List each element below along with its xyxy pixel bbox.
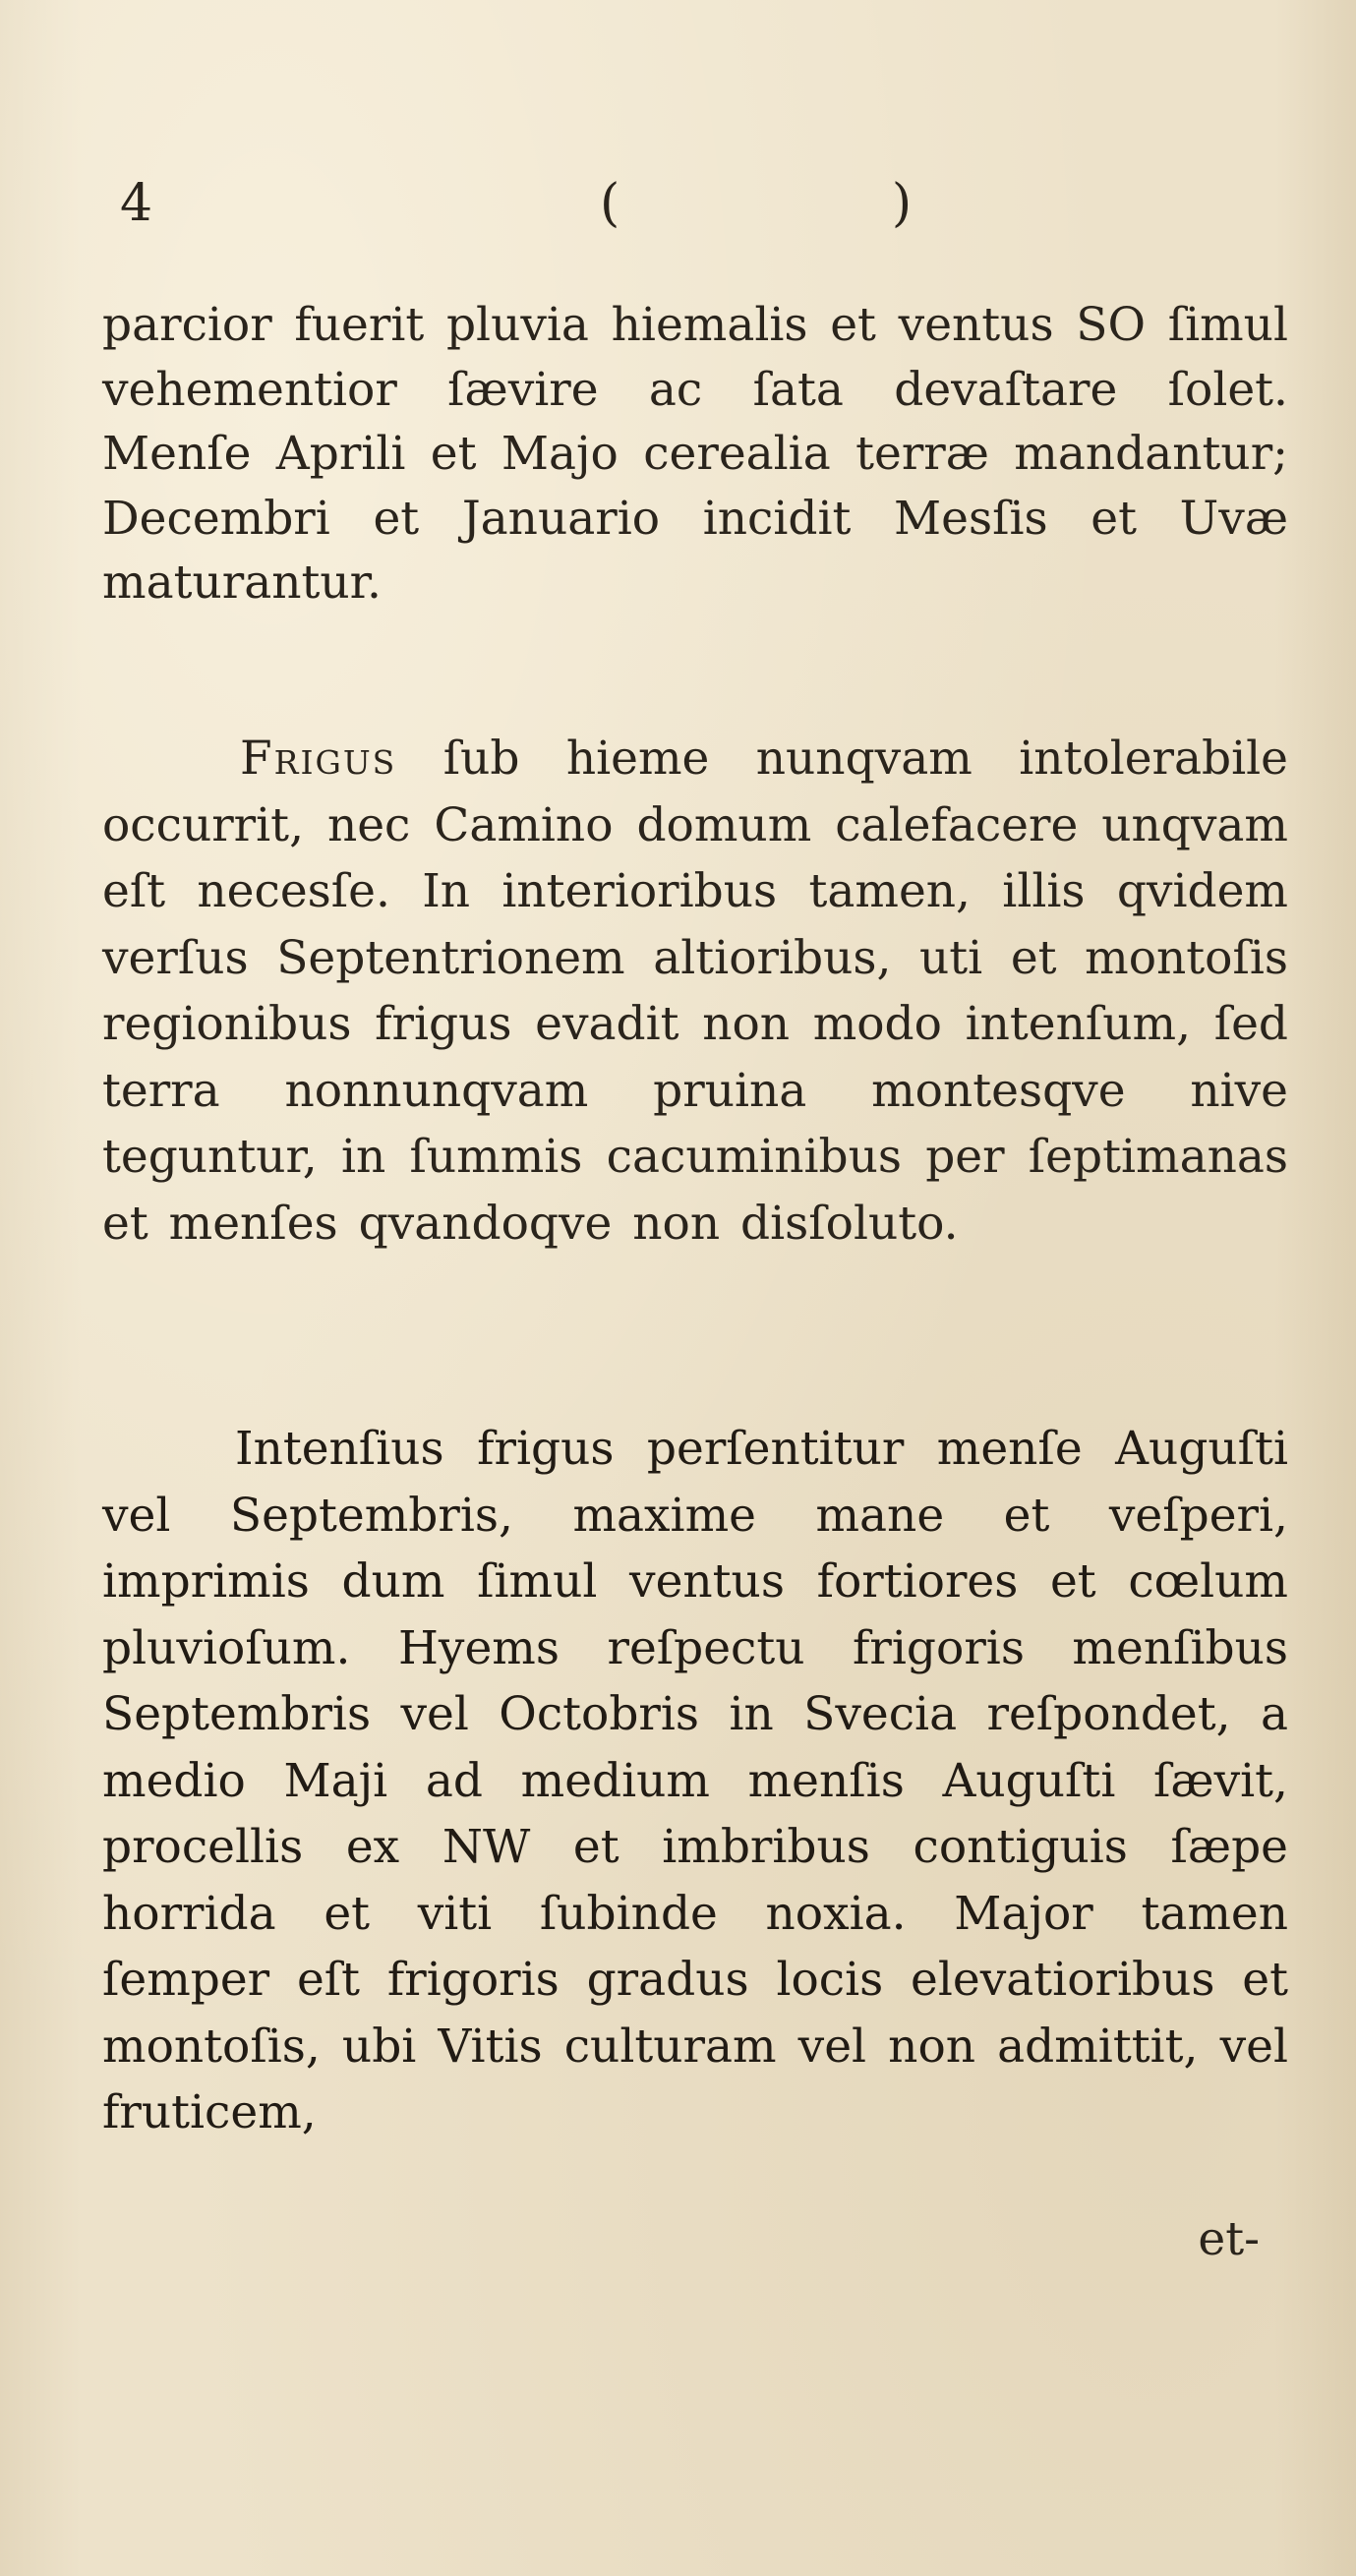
paragraph-2-lead-word: Frigus [240, 732, 397, 786]
page-number: 4 [120, 174, 153, 233]
paragraph-3: Intenſius frigus perſentitur menſe Auguſti vel Septembris, maxime mane et veſperi, imprimis dum ſimul ventus fortiores et cœlum pluvioſum. Hyems reſpectu frigoris menſibus Septembris vel Octobris in Svecia reſpondet, a medio Maji ad medium menſis Auguſti ſævit, procellis ex NW et imbribus contiguis ſæpe horrida et viti ſubinde noxia. Major tamen ſemper eſt frigoris gradus locis elevatioribus et montoſis, ubi Vitis culturam vel non admittit, vel fruticem, [102, 1422, 1288, 2139]
page-header [120, 169, 1280, 238]
catchword: et- [1198, 2212, 1260, 2266]
paragraph-1: parcior fuerit pluvia hiemalis et ventus SO ſimul vehementior ſævire ac ſata devaſtare ſolet. Menſe Aprili et Majo cerealia terræ mandantur; Decembri et Januario incidit Mesſis et Uvæ maturantur. [102, 298, 1288, 610]
paragraph-2-text: ſub hieme nunqvam intolerabile occurrit, nec Camino domum calefacere unqvam eſt necesſe. In interioribus tamen, illis qvidem verſus Septentrionem altioribus, uti et montoſis regionibus frigus evadit non modo intenſum, ſed terra nonnunqvam pruina montesqve nive teguntur, in ſummis cacuminibus per ſeptimanas et menſes qvandoqve non disſoluto. [102, 732, 1288, 1251]
paragraph-2 [102, 726, 1288, 1257]
running-head: ( ) [600, 174, 1040, 233]
